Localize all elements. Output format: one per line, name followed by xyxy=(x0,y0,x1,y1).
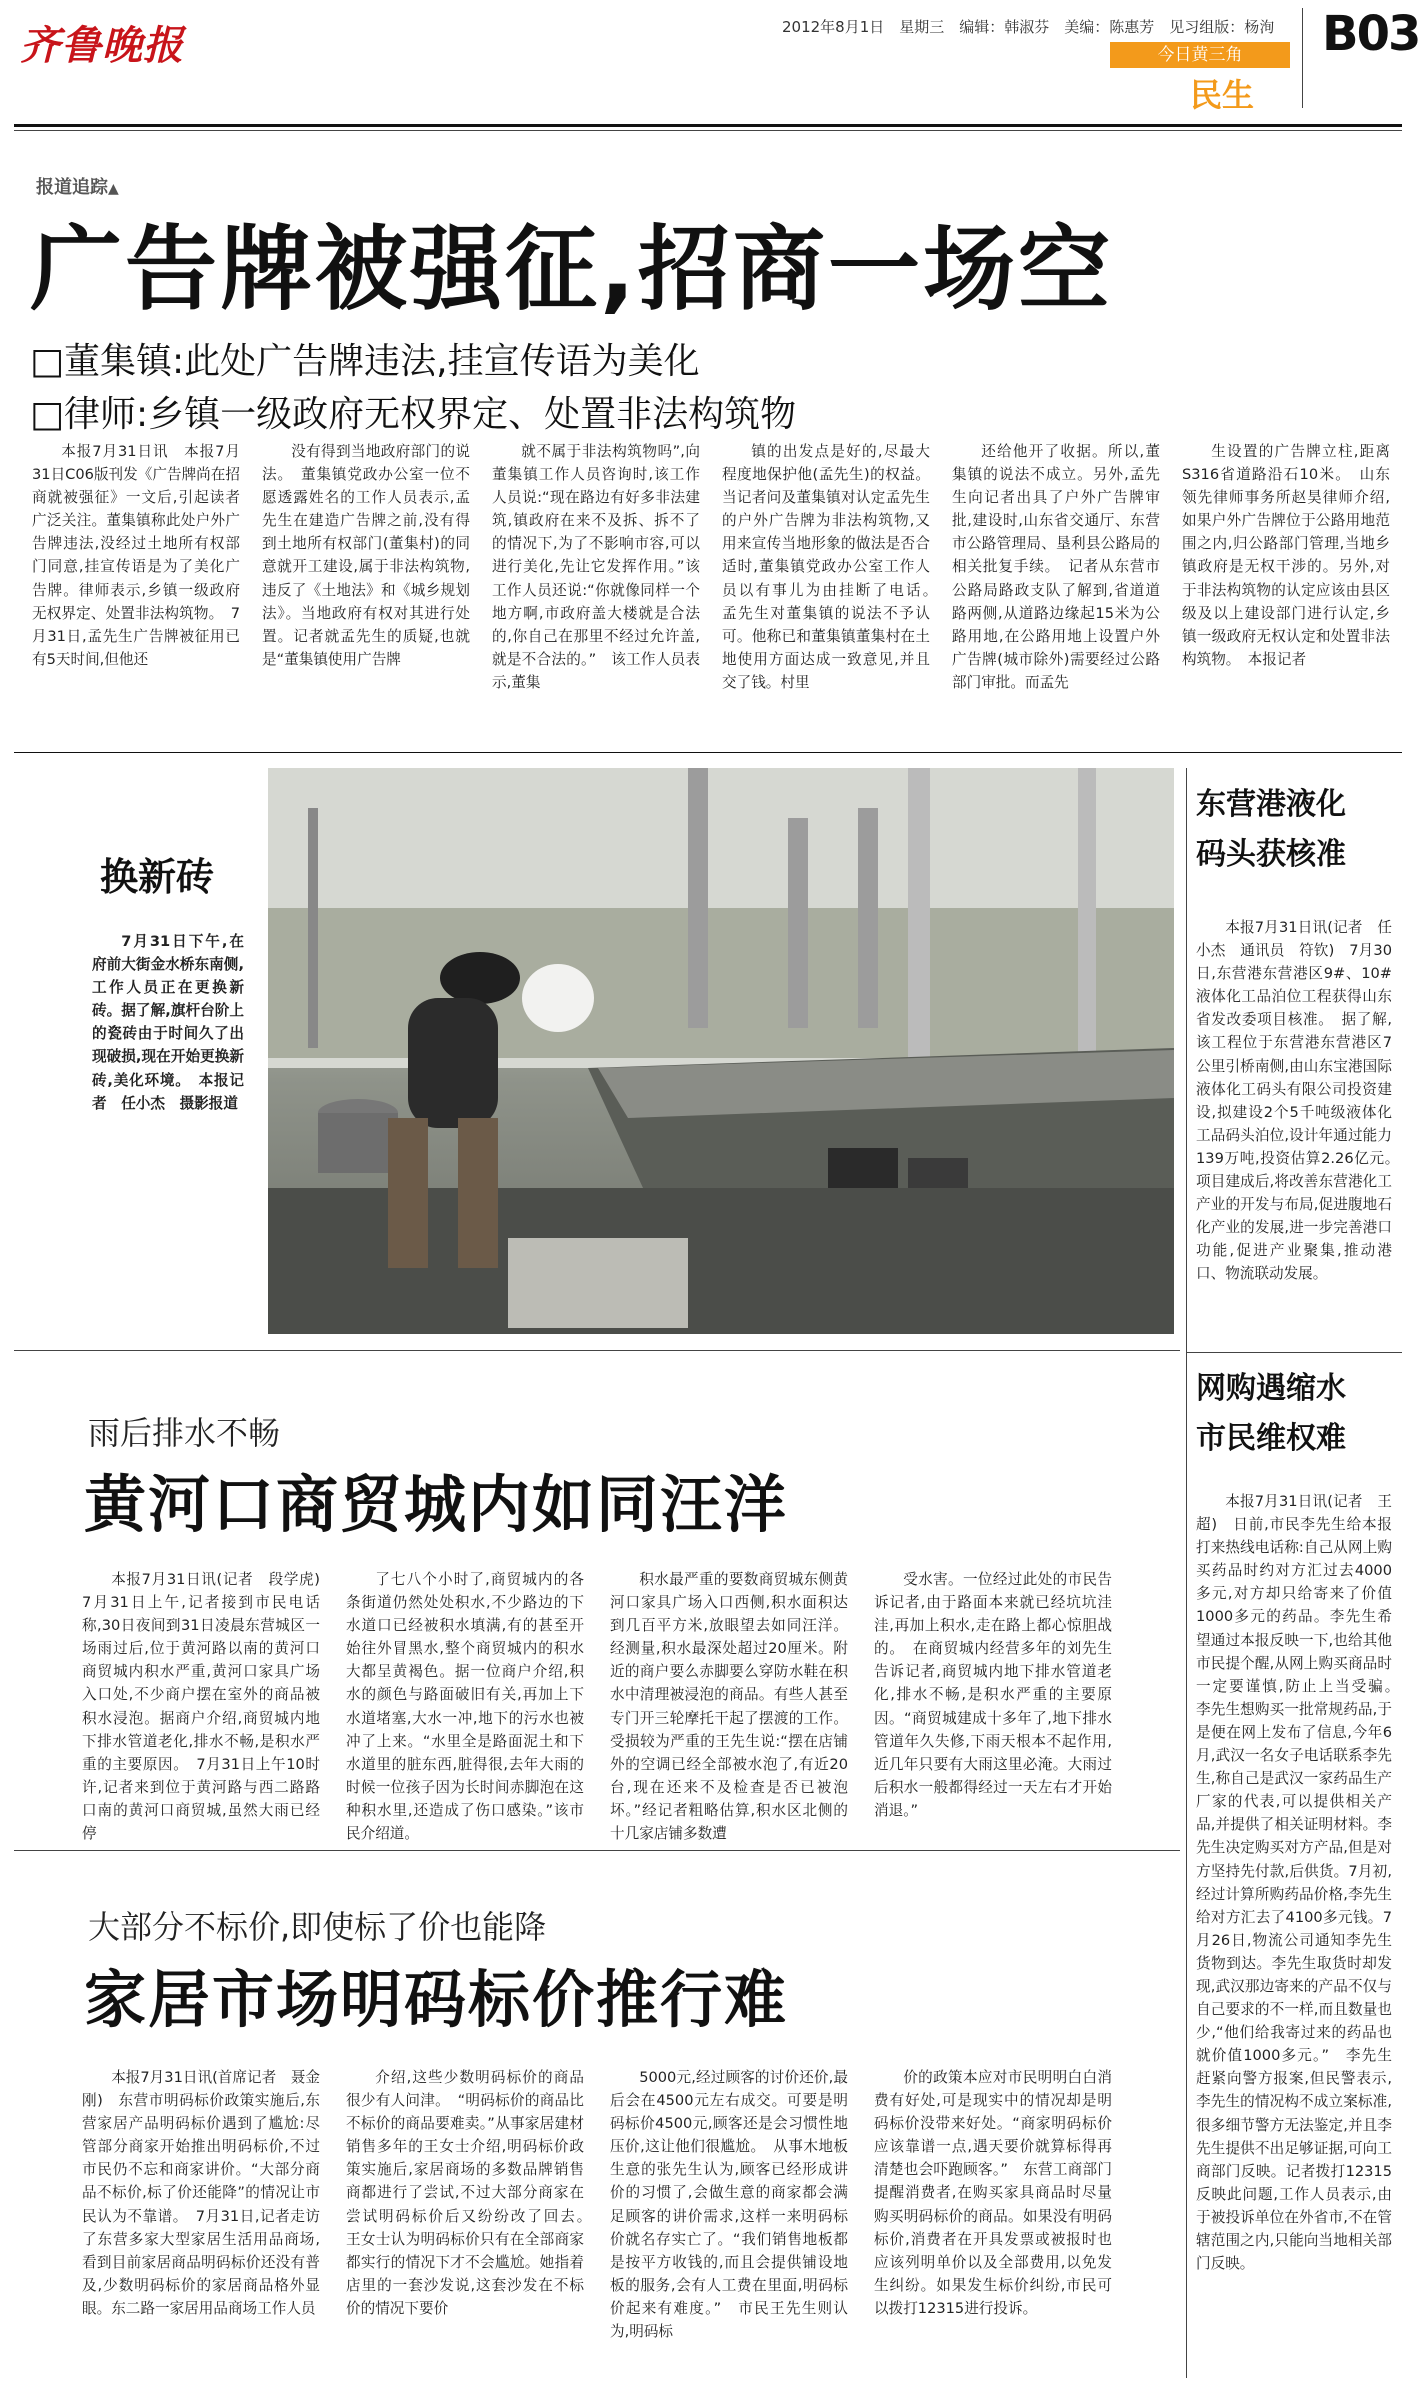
sidebar2-title: 网购遇缩水 市民维权难 xyxy=(1196,1371,1346,1456)
story3-column-2: 介绍,这些少数明码标价的商品很少有人问津。 “明码标价的商品比不标价的商品要难卖。”从事家居建材销售多年的王女士介绍,明码标价政策实施后,家居商场的多数品牌销售商都进行了尝试,不过大部分商家在尝试明码标价后又纷纷改了回去。 王女士认为明码标价只有在全部商家都实行的情况下才不会尴尬。她指着店里的一套沙发说,这套沙发在不标价的情况下要价 xyxy=(346,2069,599,2317)
section-tag: 今日黄三角 xyxy=(1110,42,1290,68)
section-name: 民生 xyxy=(1190,76,1255,114)
lead-column-5: 还给他开了收据。所以,董集镇的说法不成立。另外,孟先生向记者出具了户外广告牌审批,建设时,山东省交通厅、东营市公路管理局、垦利县公路局的相关批复手续。 记者从东营市公路局路政支队了解到,省道道路两侧,从道路边缘起15米为公路用地,在公路用地上设置户外广告牌(城市除外)需要经过公路部门审批。而孟先 xyxy=(952,443,1160,691)
lead-deck-1: □董集镇:此处广告牌违法,挂宣传语为美化 xyxy=(30,341,700,382)
header-rule-thin xyxy=(14,130,1402,131)
sidebar-divider xyxy=(1186,768,1187,2378)
news-photo xyxy=(268,768,1174,1334)
photo-illustration xyxy=(268,768,1174,1334)
lead-kicker: 报道追踪▲ xyxy=(36,177,119,198)
lead-headline: 广告牌被强征,招商一场空 xyxy=(30,216,1113,323)
sidebar2-body: 本报7月31日讯(记者 王超) 日前,市民李先生给本报打来热线电话称:自己从网上购买药品时约对方汇过去4000多元,对方却只给寄来了价值1000多元的药品。李先生希望通过本报反映一下,也给其他市民提个醒,从网上购买商品时一定要谨慎,防止上当受骗。 李先生想购买一批常规药品,于是便在网上发布了信息,今年6月,武汉一名女子电话联系李先生,称自己是武汉一家药品生产厂家的代表,可以提供相关产品,并提供了相关证明材料。李先生决定购买对方产品,但是对方坚持先付款,后供货。7月初,经过计算所购药品价格,李先生给对方汇去了4100多元钱。7月26日,物流公司通知李先生货物到达。李先生取货时却发现,武汉那边寄来的产品不仅与自己要求的不一样,而且数量也少,“他们给我寄过来的药品也就价值1000多元。” 李先生赶紧向警方报案,但民警表示,李先生的情况构不成立案标准,很多细节警方无法鉴定,并且李先生提供不出足够证据,可向工商部门反映。记者拨打12315反映此问题,工作人员表示,由于被投诉单位在外省市,不在管辖范围之内,只能向当地相关部门反映。 xyxy=(1196,1493,1407,2273)
lead-column-1: 本报7月31日讯 本报7月31日C06版刊发《广告牌尚在招商就被强征》一文后,引起读者广泛关注。董集镇称此处户外广告牌违法,没经过土地所有权部门同意,挂宣传语是为了美化广告牌。律师表示,乡镇一级政府无权界定、处置非法构筑物。 7月31日,孟先生广告牌被征用已有5天时间,但他还 xyxy=(32,443,240,668)
lead-column-6: 生设置的广告牌立柱,距离S316省道路沿石10米。 山东领先律师事务所赵昊律师介绍,如果户外广告牌位于公路用地范围之内,归公路部门管理,当地乡镇政府是无权干涉的。另外,对于非法构筑物的认定应该由县区级及以上建设部门进行认定,乡镇一级政府无权认定和处置非法构筑物。 本报记者 xyxy=(1182,443,1390,668)
story2-column-4: 受水害。一位经过此处的市民告诉记者,由于路面本来就已经坑坑洼洼,再加上积水,走在路上都心惊胆战的。 在商贸城内经营多年的刘先生告诉记者,商贸城内地下排水管道老化,排水不畅,是积水严重的主要原因。“商贸城建成十多年了,地下排水管道年久失修,下雨天根本不起作用,近几年只要有大雨这里必淹。大雨过后积水一般都得经过一天左右才开始消退。” xyxy=(874,1571,1112,1819)
masthead-logo: 齐鲁晚报 xyxy=(20,22,184,69)
sidebar-rule xyxy=(1186,1352,1402,1353)
story3-headline: 家居市场明码标价推行难 xyxy=(84,1963,789,2036)
story3-kicker: 大部分不标价,即使标了价也能降 xyxy=(88,1908,547,1946)
header-divider xyxy=(1302,8,1303,108)
lead-column-4: 镇的出发点是好的,尽最大程度地保护他(孟先生)的权益。当记者问及董集镇对认定孟先生的户外广告牌为非法构筑物,又用来宣传当地形象的做法是否合适时,董集镇党政办公室工作人员以有事儿为由挂断了电话。 孟先生对董集镇的说法不予认可。他称已和董集镇董集村在土地使用方面达成一致意见,并且交了钱。村里 xyxy=(722,443,945,691)
photo-story-title: 换新砖 xyxy=(100,855,215,899)
sidebar1-title: 东营港液化 码头获核准 xyxy=(1196,787,1346,872)
sidebar1-body: 本报7月31日讯(记者 任小杰 通讯员 符钦) 7月30日,东营港东营港区9#、10#液体化工品泊位工程获得山东省发改委项目核准。 据了解,该工程位于东营港东营港区7公里引桥南侧,由山东宝港国际液体化工码头有限公司投资建设,拟建设2个5千吨级液体化工品码头泊位,设计年通过能力139万吨,投资估算2.26亿元。 项目建成后,将改善东营港化工产业的开发与布局,促进腹地石化产业的发展,进一步完善港口功能,促进产业聚集,推动港口、物流联动发展。 xyxy=(1196,919,1407,1283)
story2-column-3: 积水最严重的要数商贸城东侧黄河口家具广场入口西侧,积水面积达到几百平方米,放眼望去如同汪洋。经测量,积水最深处超过20厘米。附近的商户要么赤脚要么穿防水鞋在积水中清理被浸泡的商品。有些人甚至专门开三轮摩托干起了摆渡的工作。受损较为严重的王先生说:“摆在店铺外的空调已经全部被水泡了,有近20台,现在还来不及检查是否已被泡坏。”经记者粗略估算,积水区北侧的十几家店铺多数遭 xyxy=(610,1571,848,1843)
lead-deck-2: □律师:乡镇一级政府无权界定、处置非法构筑物 xyxy=(30,394,797,435)
story2-top-rule xyxy=(14,1350,1180,1351)
lead-column-2: 没有得到当地政府部门的说法。 董集镇党政办公室一位不愿透露姓名的工作人员表示,孟先生在建造广告牌之前,没有得到土地所有权部门(董集村)的同意就开工建设,属于非法构筑物,违反了《土地法》和《城乡规划法》。当地政府有权对其进行处置。记者就孟先生的质疑,也就是“董集镇使用广告牌 xyxy=(262,443,470,668)
page-number: B03 xyxy=(1322,6,1419,62)
story2-column-2: 了七八个小时了,商贸城内的各条街道仍然处处积水,不少路边的下水道口已经被积水填满,有的甚至开始往外冒黑水,整个商贸城内的积水大都呈黄褐色。据一位商户介绍,积水的颜色与路面破旧有关,再加上下水道堵塞,大水一冲,地下的污水也被冲了上来。“水里全是路面泥土和下水道里的脏东西,脏得很,去年大雨的时候一位孩子因为长时间赤脚泡在这种积水里,还造成了伤口感染。”该市民介绍道。 xyxy=(346,1571,584,1843)
story3-column-4: 价的政策本应对市民明明白白消费有好处,可是现实中的情况却是明码标价没带来好处。“商家明码标价应该靠谱一点,遇天要价就算标得再清楚也会吓跑顾客。” 东营工商部门提醒消费者,在购买家具商品时尽量购买明码标价的商品。如果没有明码标价,消费者在开具发票或被报时也应该列明单价以及全部费用,以免发生纠纷。如果发生标价纠纷,市民可以拨打12315进行投诉。 xyxy=(874,2069,1112,2317)
story2-kicker: 雨后排水不畅 xyxy=(88,1414,281,1452)
story3-column-3: 5000元,经过顾客的讨价还价,最后会在4500元左右成交。可要是明码标价4500元,顾客还是会习惯性地压价,这让他们很尴尬。 从事木地板生意的张先生认为,顾客已经形成讲价的习惯了,会做生意的商家都会满足顾客的讲价需求,这样一来明码标价就名存实亡了。“我们销售地板都是按平方收钱的,而且会提供铺设地板的服务,会有人工费在里面,明码标价起来有难度。” 市民王先生则认为,明码标 xyxy=(610,2069,848,2341)
lead-bottom-rule xyxy=(14,752,1402,753)
story3-top-rule xyxy=(14,1850,1180,1851)
story3-column-1: 本报7月31日讯(首席记者 聂金刚) 东营市明码标价政策实施后,东营家居产品明码标价遇到了尴尬:尽管部分商家开始推出明码标价,不过市民仍不忘和商家讲价。“大部分商品不标价,标了价还能降”的情况让市民认为不靠谱。 7月31日,记者走访了东营多家大型家居生活用品商场,看到目前家居商品明码标价还没有普及,少数明码标价的家居商品格外显眼。东二路一家居用品商场工作人员 xyxy=(82,2069,320,2317)
dateline: 2012年8月1日 星期三 编辑：韩淑芬 美编：陈惠芳 见习组版：杨洵 xyxy=(782,18,1275,36)
lead-column-3: 就不属于非法构筑物吗”,向董集镇工作人员咨询时,该工作人员说:“现在路边有好多非法建筑,镇政府在来不及拆、拆不了的情况下,为了不影响市容,可以进行美化,先让它发挥作用。”该工作人员还说:“你就像同样一个地方啊,市政府盖大楼就是合法的,你自己在那里不经过允许盖,就是不合法的。” 该工作人员表示,董集 xyxy=(492,443,700,691)
photo-caption: 7月31日下午,在府前大街金水桥东南侧,工作人员正在更换新砖。据了解,旗杆台阶上的瓷砖由于时间久了出现破损,现在开始更换新砖,美化环境。 本报记者 任小杰 摄影报道 xyxy=(92,933,244,1112)
story2-headline: 黄河口商贸城内如同汪洋 xyxy=(84,1468,789,1541)
story2-column-1: 本报7月31日讯(记者 段学虎) 7月31日上午,记者接到市民电话称,30日夜间到31日凌晨东营城区一场雨过后,位于黄河路以南的黄河口商贸城内积水严重,黄河口家具广场入口处,不少商户摆在室外的商品被积水浸泡。据商户介绍,商贸城内地下排水管道老化,排水不畅,是积水严重的主要原因。 7月31日上午10时许,记者来到位于黄河路与西二路路口南的黄河口商贸城,虽然大雨已经停 xyxy=(82,1571,335,1843)
header-rule xyxy=(14,124,1402,127)
